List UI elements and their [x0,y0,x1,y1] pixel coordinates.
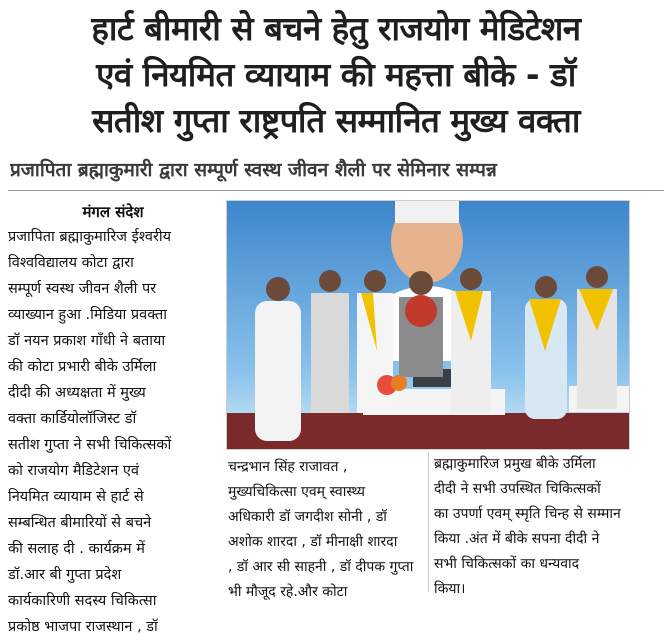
event-photo-image [227,201,629,449]
article-column-right [434,452,646,602]
dateline: मंगल संदेश [82,203,144,221]
text-line: प्रकोष्ठ भाजपा राजस्थान , डॉ [8,619,158,635]
text-line: भी मौजूद रहे.और कोटा [228,584,348,600]
text-line: मुख्यचिकित्सा एवम् स्वास्थ्य [228,484,366,500]
text-line: , डॉ आर सी साहनी , डॉ दीपक गुप्ता [228,559,414,575]
text-line: कार्यकारिणी सदस्य चिकित्सा [8,593,157,609]
text-line: अधिकारी डॉ जगदीश सोनी , डॉ [228,509,387,525]
text-line: नियमित व्यायाम से हार्ट से [8,489,144,505]
text-line: वक्ता कार्डियोलॉजिस्ट डॉ [8,411,137,427]
divider [8,190,664,191]
text-line: को राजयोग मैडिटेशन एवं [8,463,139,479]
text-line: सतीश गुप्ता ने सभी चिकित्सकों [8,437,172,453]
text-line: दीदी ने सभी उपस्थित चिकित्सकों [434,481,601,497]
text-line: व्याख्यान हुआ .मिडिया प्रवक्ता [8,307,167,323]
text-line: अशोक शारदा , डॉ मीनाक्षी शारदा [228,534,398,550]
text-line: सभी चिकित्सकों का धन्यवाद [434,556,580,572]
text-line: की सलाह दी . कार्यक्रम में [8,541,145,557]
headline-line-1: हार्ट बीमारी से बचने हेतु राजयोग मेडिटेशन [91,9,581,48]
article-column-middle [228,455,424,605]
text-line: की कोटा प्रभारी बीके उर्मिला [8,359,157,375]
text-line: डॉ नयन प्रकाश गाँधी ने बताया [8,333,166,349]
text-line: सम्पूर्ण स्वस्थ जीवन शैली पर [8,281,157,297]
column-divider [428,452,429,592]
text-line: प्रजापिता ब्रह्माकुमारिज ईश्वरीय [8,229,172,245]
subheadline: प्रजापिता ब्रह्माकुमारी द्वारा सम्पूर्ण स्वस्थ जीवन शैली पर सेमिनार सम्पन्न [10,159,497,181]
event-photo [226,200,630,450]
headline-line-2: एवं नियमित व्यायाम की महत्ता बीके - डॉ [96,55,576,94]
article-column-left [8,200,218,640]
text-line: सम्बन्धित बीमारियों से बचने [8,515,152,531]
text-line: विश्वविद्यालय कोटा द्वारा [8,255,134,271]
headline [8,6,664,144]
headline-line-3: सतीश गुप्ता राष्ट्रपति सम्मानित मुख्य वक्ता [92,101,580,140]
text-line: किया .अंत में बीके सपना दीदी ने [434,531,600,547]
text-line: डॉ.आर बी गुप्ता प्रदेश [8,567,122,583]
text-line: दीदी की अध्यक्षता में मुख्य [8,385,146,401]
text-line: किया। [434,581,466,597]
text-line: चन्द्रभान सिंह राजावत , [228,459,348,475]
text-line: का उपर्णा एवम् स्मृति चिन्ह से सम्मान [434,506,621,522]
text-line: ब्रह्माकुमारिज प्रमुख बीके उर्मिला [434,456,596,472]
